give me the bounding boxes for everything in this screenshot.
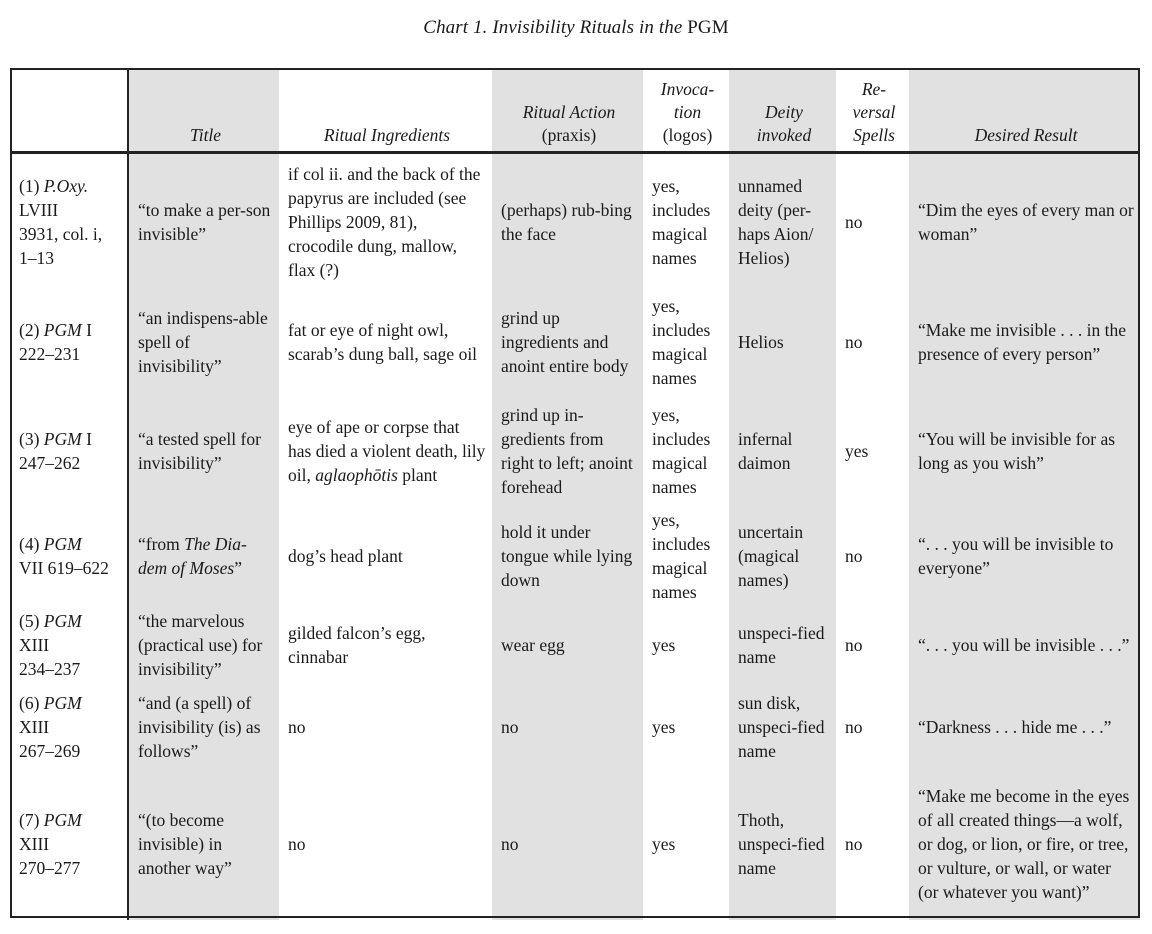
cell-invocation: yes, includes magical names [652, 509, 711, 602]
cell-title: “(to become invisible) in another way” [128, 768, 279, 920]
cell-result: “Dim the eyes of every man or woman” [909, 152, 1140, 291]
cell-source: (4) PGM VII 619–622 [10, 508, 128, 604]
cell-action: grind up ingredients and anoint entire body [492, 291, 643, 394]
cell-result: “You will be invisible for as long as you wish” [909, 394, 1140, 508]
cell-result: “. . . you will be invisible . . .” [909, 604, 1140, 686]
cell-result: “Make me become in the eyes of all created things—a wolf, or dog, or lion, or fire, or tree, or vulture, or wall, or water (or whatever you want)” [909, 768, 1140, 920]
cell-result: “Make me invisible . . . in the presence of every person” [909, 291, 1140, 394]
cell-title: “to make a per-son invisible” [128, 152, 279, 291]
cell-invocation: yes, includes magical names [652, 296, 711, 388]
cell-ingredients: gilded falcon’s egg, cinnabar [288, 622, 426, 667]
cell-source: (7) PGM XIII 270–277 [10, 768, 128, 920]
header-action: Ritual Action (praxis) [492, 68, 643, 152]
cell-result: “. . . you will be invisible to everyone” [909, 508, 1140, 604]
chart-caption [0, 17, 1152, 39]
cell-ingredients: no [288, 833, 306, 854]
cell-deity: unnamed deity (per-haps Aion/ Helios) [729, 152, 836, 291]
cell-deity: uncertain (magical names) [729, 508, 836, 604]
cell-source: (1) P.Oxy. LVIII 3931, col. i, 1–13 [10, 152, 128, 291]
cell-reversal: no [845, 634, 863, 655]
cell-action: no [492, 768, 643, 920]
cell-deity: Helios [729, 291, 836, 394]
cell-reversal: no [845, 212, 863, 232]
cell-title: “a tested spell for invisibility” [128, 394, 279, 508]
header-result: Desired Result [909, 68, 1140, 152]
cell-invocation: yes, includes magical names [652, 404, 711, 497]
cell-reversal: no [845, 545, 863, 566]
cell-title: “from The Dia-dem of Moses” [128, 508, 279, 604]
header-ingredients: Ritual Ingredients [279, 68, 492, 152]
cell-action: grind up in-gredients from right to left; anoint forehead [492, 394, 643, 508]
cell-action: no [492, 686, 643, 768]
cell-source: (3) PGM I 247–262 [10, 394, 128, 508]
cell-invocation: yes [652, 716, 676, 737]
caption-label: Chart 1. [423, 17, 488, 38]
cell-ingredients: if col ii. and the back of the papyrus are included (see Phillips 2009, 81), crocodile dung, mallow, flax (?) [288, 164, 481, 280]
cell-action: wear egg [492, 604, 643, 686]
cell-invocation: yes [652, 634, 676, 655]
cell-invocation: yes, includes magical names [652, 176, 711, 268]
caption-title-tail: PGM [687, 17, 729, 38]
table-frame [10, 68, 1140, 918]
header-invocation: Invoca- tion (logos) [643, 68, 729, 152]
cell-title: “an indispens-able spell of invisibility” [128, 291, 279, 394]
cell-invocation: yes [652, 833, 676, 854]
cell-action: hold it under tongue while lying down [492, 508, 643, 604]
cell-deity: sun disk, unspeci-fied name [729, 686, 836, 768]
cell-title: “the marvelous (practical use) for invisibility” [128, 604, 279, 686]
header-title: Title [128, 68, 279, 152]
cell-reversal: no [845, 332, 863, 352]
cell-ingredients: eye of ape or corpse that has died a violent death, lily oil, aglaophōtis plant [288, 416, 486, 485]
header-deity: Deity invoked [729, 68, 836, 152]
caption-title: Invisibility Rituals in the [492, 17, 683, 38]
cell-ingredients: dog’s head plant [288, 545, 403, 566]
cell-source: (6) PGM XIII 267–269 [10, 686, 128, 768]
cell-reversal: no [845, 716, 863, 737]
cell-deity: infernal daimon [729, 394, 836, 508]
cell-ingredients: fat or eye of night owl, scarab’s dung ball, sage oil [288, 320, 478, 364]
cell-reversal: yes [845, 440, 869, 461]
header-reversal: Re- versal Spells [836, 68, 909, 152]
cell-result: “Darkness . . . hide me . . .” [909, 686, 1140, 768]
cell-action: (perhaps) rub-bing the face [492, 152, 643, 291]
cell-ingredients: no [288, 716, 306, 737]
cell-reversal: no [845, 833, 863, 854]
cell-deity: unspeci-fied name [729, 604, 836, 686]
cell-title: “and (a spell) of invisibility (is) as follows” [128, 686, 279, 768]
cell-source: (2) PGM I 222–231 [10, 291, 128, 394]
cell-source: (5) PGM XIII 234–237 [10, 604, 128, 686]
cell-deity: Thoth, unspeci-fied name [729, 768, 836, 920]
